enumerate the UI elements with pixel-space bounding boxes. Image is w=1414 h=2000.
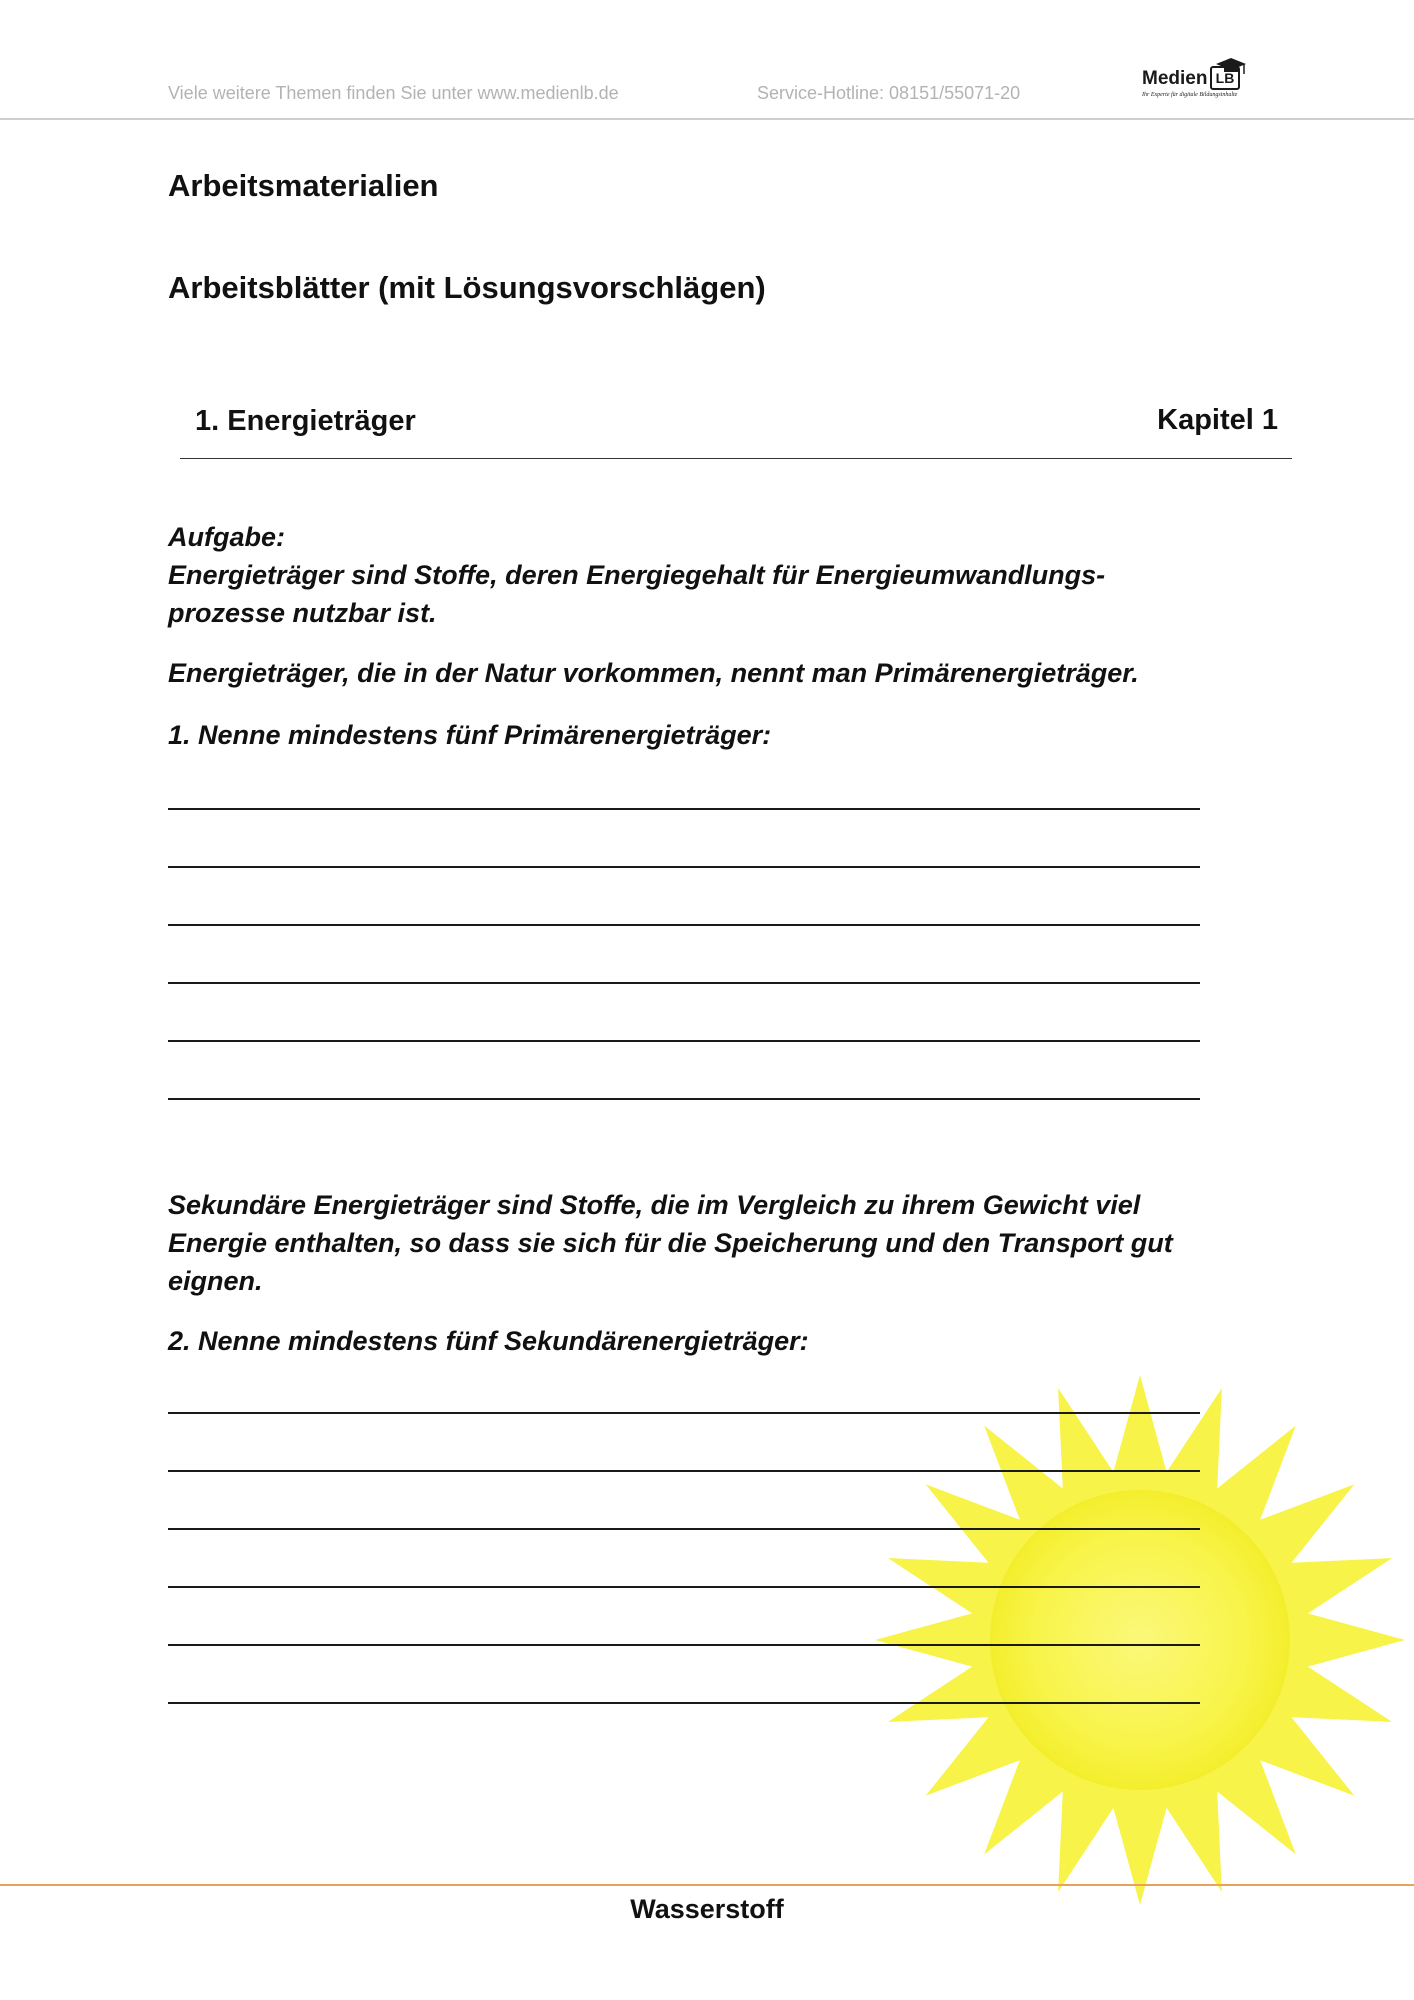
answer-line[interactable] (168, 982, 1200, 984)
answer-line[interactable] (168, 808, 1200, 810)
question-2-text: 2. Nenne mindestens fünf Sekundärenergieträger: (168, 1326, 809, 1356)
answer-line[interactable] (168, 1412, 1200, 1414)
medienlb-logo (1140, 56, 1250, 106)
logo-badge: LB (1210, 66, 1240, 90)
answer-line[interactable] (168, 924, 1200, 926)
footer-divider (0, 1884, 1414, 1886)
answer-line[interactable] (168, 1528, 1200, 1530)
answer-line[interactable] (168, 1470, 1200, 1472)
question-2 (168, 1322, 1248, 1360)
header-divider (0, 118, 1414, 120)
logo-tagline: Ihr Experte für digitale Bildungsinhalte (1142, 92, 1238, 98)
section-divider (180, 458, 1292, 459)
answer-line[interactable] (168, 1040, 1200, 1042)
task-block (168, 518, 1248, 632)
primary-definition-text: Energieträger, die in der Natur vorkommen, nennt man Primärenergieträger. (168, 658, 1139, 688)
answer-line[interactable] (168, 1702, 1200, 1704)
chapter-label: Kapitel 1 (1157, 404, 1278, 436)
secondary-definition (168, 1186, 1248, 1300)
page-title: Arbeitsmaterialien (168, 168, 439, 203)
answer-line[interactable] (168, 1098, 1200, 1100)
section-title: 1. Energieträger (195, 405, 416, 437)
answer-line[interactable] (168, 866, 1200, 868)
task-intro-line1: Energieträger sind Stoffe, deren Energiegehalt für Energieumwandlungs- (168, 560, 1106, 590)
secondary-line1: Sekundäre Energieträger sind Stoffe, die im Vergleich zu ihrem Gewicht viel (168, 1190, 1141, 1220)
secondary-line2: Energie enthalten, so dass sie sich für die Speicherung und den Transport gut (168, 1228, 1173, 1258)
header-website-text: Viele weitere Themen finden Sie unter www.medienlb.de (168, 83, 619, 103)
question-1 (168, 716, 1248, 754)
page-subtitle: Arbeitsblätter (mit Lösungsvorschlägen) (168, 270, 766, 305)
header-hotline-text: Service-Hotline: 08151/55071-20 (757, 83, 1021, 103)
sun-icon (860, 1360, 1414, 1920)
secondary-line3: eignen. (168, 1266, 263, 1296)
primary-definition (168, 654, 1248, 692)
footer-title: Wasserstoff (630, 1894, 784, 1924)
question-1-text: 1. Nenne mindestens fünf Primärenergieträger: (168, 720, 772, 750)
answer-line[interactable] (168, 1586, 1200, 1588)
task-heading: Aufgabe: (168, 522, 285, 552)
logo-wordmark: Medien (1142, 68, 1208, 89)
answer-line[interactable] (168, 1644, 1200, 1646)
task-intro-line2: prozesse nutzbar ist. (168, 598, 437, 628)
